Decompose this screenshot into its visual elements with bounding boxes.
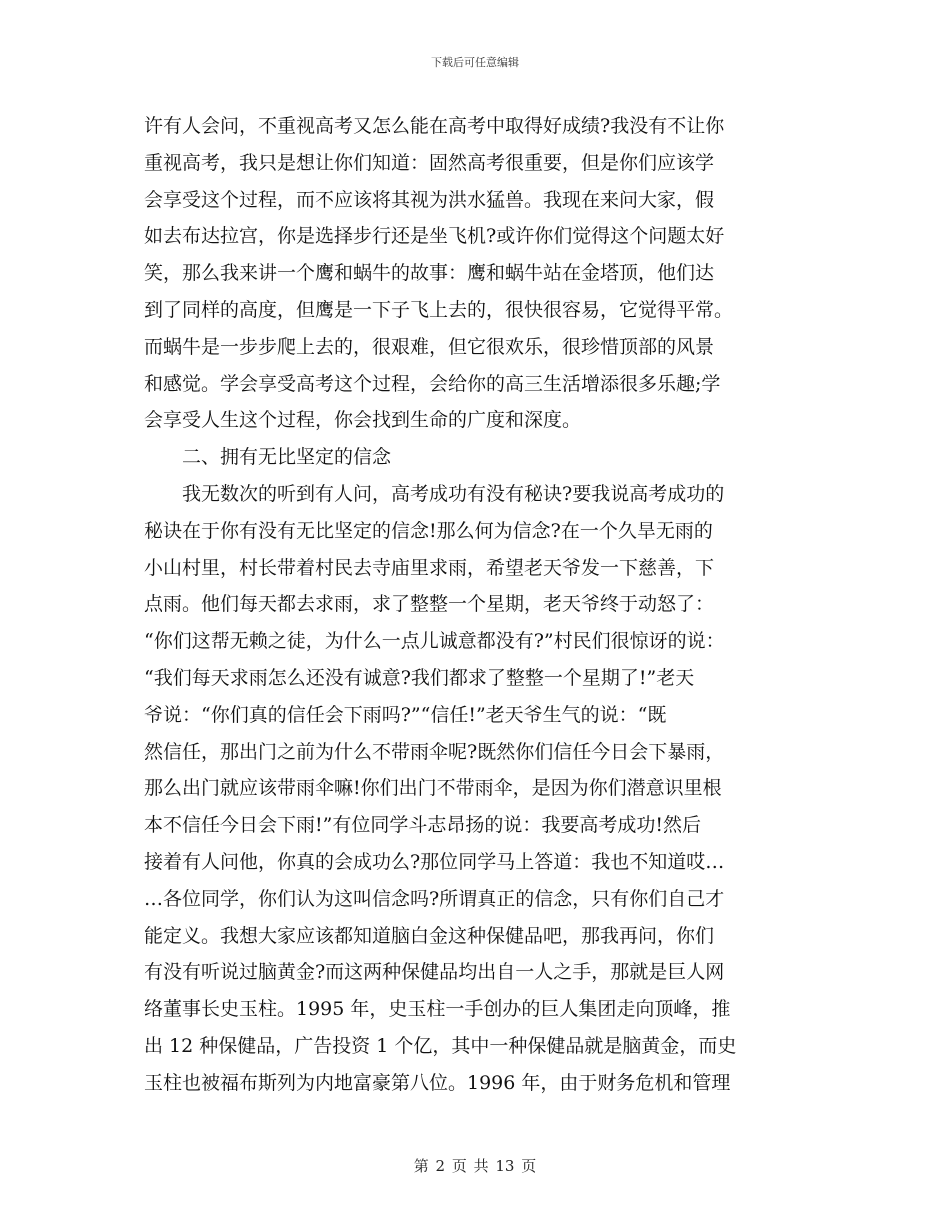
text-line: 如去布达拉宫，你是选择步行还是坐飞机?或许你们觉得这个问题太好 [144, 225, 725, 248]
text-line: 而蜗牛是一步步爬上去的，很艰难，但它很欢乐，很珍惜顶部的风景 [144, 335, 715, 358]
text-line: 本不信任今日会下雨!”有位同学斗志昂扬的说：我要高考成功!然后 [144, 814, 701, 837]
text-line: 点雨。他们每天都去求雨，求了整整一个星期，老天爷终于动怒了： [144, 593, 715, 616]
text-line: 会享受人生这个过程，你会找到生命的广度和深度。 [144, 409, 582, 432]
text-line: 接着有人问他，你真的会成功么?那位同学马上答道：我也不知道哎… [144, 850, 725, 873]
text-line: 玉柱也被福布斯列为内地富豪第八位。1996 年，由于财务危机和管理 [144, 1071, 731, 1094]
section-heading: 二、拥有无比坚定的信念 [182, 446, 392, 469]
page-header: 下载后可任意编辑 [431, 56, 519, 69]
text-line: 重视高考，我只是想让你们知道：固然高考很重要，但是你们应该学 [144, 151, 715, 174]
text-line: 秘诀在于你有没有无比坚定的信念!那么何为信念?在一个久旱无雨的 [144, 519, 713, 542]
text-line: 我无数次的听到有人问，高考成功有没有秘诀?要我说高考成功的 [182, 482, 725, 505]
text-line: 有没有听说过脑黄金?而这两种保健品均出自一人之手，那就是巨人网 [144, 961, 725, 984]
document-body [144, 108, 812, 1102]
text-line: 许有人会问，不重视高考又怎么能在高考中取得好成绩?我没有不让你 [144, 115, 725, 137]
text-line: 笑，那么我来讲一个鹰和蜗牛的故事：鹰和蜗牛站在金塔顶，他们达 [144, 262, 715, 285]
text-line: 和感觉。学会享受高考这个过程，会给你的高三生活增添很多乐趣;学 [144, 372, 721, 395]
text-line: 能定义。我想大家应该都知道脑白金这种保健品吧，那我再问，你们 [144, 924, 715, 947]
text-line: 会享受这个过程，而不应该将其视为洪水猛兽。我现在来问大家，假 [144, 188, 715, 211]
text-line: 络董事长史玉柱。1995 年，史玉柱一手创办的巨人集团走向顶峰，推 [144, 998, 731, 1021]
text-line: 小山村里，村长带着村民去寺庙里求雨，希望老天爷发一下慈善，下 [144, 556, 715, 579]
page-number: 第 2 页 共 13 页 [413, 1157, 537, 1175]
text-line: 爷说：“你们真的信任会下雨吗?”“信任!”老天爷生气的说：“既 [144, 703, 667, 726]
text-line: 然信任，那出门之前为什么不带雨伞呢?既然你们信任今日会下暴雨， [144, 740, 725, 763]
text-line: 那么出门就应该带雨伞嘛!你们出门不带雨伞，是因为你们潜意识里根 [144, 777, 722, 800]
text-line: “你们这帮无赖之徒，为什么一点儿诚意都没有?”村民们很惊讶的说： [144, 630, 725, 653]
text-line: …各位同学，你们认为这叫信念吗?所谓真正的信念，只有你们自己才 [144, 887, 725, 910]
text-line: 到了同样的高度，但鹰是一下子飞上去的，很快很容易，它觉得平常。 [144, 298, 734, 321]
text-line: 出 12 种保健品，广告投资 1 个亿，其中一种保健品就是脑黄金，而史 [144, 1034, 737, 1057]
text-line: “我们每天求雨怎么还没有诚意?我们都求了整整一个星期了!”老天 [144, 666, 695, 689]
